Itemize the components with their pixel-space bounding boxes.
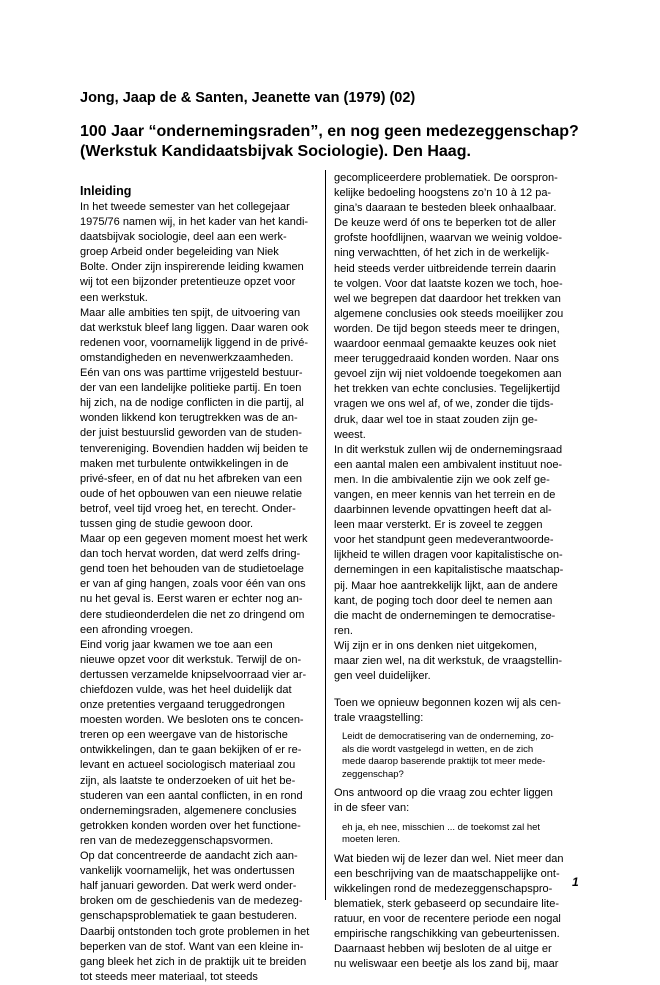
text-line: levant en actueel sociologisch materiaal zou — [80, 759, 296, 772]
text-line: meer teruggedraaid konden worden. Naar ons — [334, 353, 560, 366]
right-column — [334, 171, 596, 972]
text-line: men. In die ambivalentie zijn we ook zelf ge- — [334, 473, 550, 486]
text-line: dan toch hervat worden, dat werd zelfs dring- — [80, 548, 301, 561]
text-line: ren van de medezeggenschapsvormen. — [80, 834, 274, 847]
text-line: heid steeds verder uitbreidende terrein daarin — [334, 262, 556, 275]
text-line: moesten worden. We besloten ons te concen- — [80, 714, 304, 727]
text-line: gevoel zijn wij niet voldoende toegekomen aan — [334, 368, 562, 381]
text-line: hij zich, na de nodige conflicten in die partij, al — [80, 397, 304, 410]
left-column — [80, 200, 318, 985]
text-line: waardoor eenmaal gemaakte keuzes ook niet — [334, 338, 556, 351]
text-line: ning verwachtten, óf het zich in de werkelijk- — [334, 247, 550, 260]
text-line: empirische rangschikking van gebeurtenissen. — [334, 928, 560, 941]
text-line: onze pretenties vergaand teruggedrongen — [80, 699, 285, 712]
text-line: lijkheid te willen dragen voor kapitalistische on- — [334, 549, 563, 562]
text-line: gen veel duidelijker. — [334, 670, 431, 683]
text-line: omstandigheden en nevenwerkzaamheden. — [80, 351, 294, 364]
text-line: ontwikkelingen, dan te gaan bekijken of er re- — [80, 744, 302, 757]
text-line: leen maar versterkt. Er is zoveel te zeggen — [334, 519, 543, 532]
text-line: Wat bieden wij de lezer dan wel. Niet meer dan — [334, 852, 564, 865]
title-line: (Werkstuk Kandidaatsbijvak Sociologie). Den Haag. — [80, 143, 471, 160]
quote-line: moeten leren. — [342, 834, 401, 846]
text-line: tussen ging de studie gewoon door. — [80, 517, 254, 530]
text-line: privé-sfeer, en of dat nu het afbreken van een — [80, 472, 302, 485]
text-line: der van een landelijke politieke partij. En toen — [80, 382, 302, 395]
text-line: redenen voor, voornamelijk liggend in de privé- — [80, 336, 309, 349]
text-line: vragen we ons wel af, of we, zonder die tijds- — [334, 398, 554, 411]
text-line: Maar op een gegeven moment moest het werk — [80, 533, 308, 546]
text-line: der juist bestuurslid geworden van de studen- — [80, 427, 302, 440]
text-line: groep Arbeid onder begeleiding van Niek — [80, 246, 279, 259]
text-line: Eén van ons was parttime vrijgesteld bestuur- — [80, 367, 303, 380]
text-line: vankelijk voornamelijk, het was ondertussen — [80, 865, 295, 878]
column-divider — [325, 170, 326, 900]
text-line: betrof, veel tijd vroeg het, en terecht. Onder- — [80, 502, 296, 515]
text-line: blematiek, sterk gebaseerd op secundaire lite- — [334, 897, 560, 910]
text-line: een werkstuk. — [80, 291, 148, 304]
text-line: genschapsproblematiek te gaan bestuderen. — [80, 910, 298, 923]
text-line: getrokken konden worden over het functione- — [80, 819, 301, 832]
text-line: te volgen. Voor dat laatste kozen we toch, hoe- — [334, 277, 563, 290]
text-line: oude of het opbouwen van een nieuwe relatie — [80, 487, 303, 500]
text-line: kelijke bedoeling hoogstens zo’n 10 à 12 pa- — [334, 187, 552, 200]
text-line: In dit werkstuk zullen wij de ondernemingsraad — [334, 443, 563, 456]
text-line: studeren van een aantal conflicten, in en rond — [80, 789, 303, 802]
text-line: 1975/76 namen wij, in het kader van het kandi- — [80, 216, 309, 229]
text-line: nu het geval is. Eerst waren er echter nog an- — [80, 593, 303, 606]
text-line: weest. — [334, 428, 366, 441]
text-line: Op dat concentreerde de aandacht zich aan- — [80, 850, 298, 863]
text-line: kant, de poging toch door deel te nemen aan — [334, 594, 553, 607]
text-line: broken om de geschiedenis van de medezeg- — [80, 895, 303, 908]
text-line: het trekken van echte conclusies. Tegelijkertijd — [334, 383, 561, 396]
text-line: in de sfeer van: — [334, 802, 410, 815]
title-line: 100 Jaar “ondernemingsraden”, en nog geen medezeggenschap? — [80, 123, 579, 140]
text-line: half januari geworden. Dat werk werd onder- — [80, 880, 297, 893]
text-line: treren op een weergave van de historische — [80, 729, 288, 742]
text-line: een beschrijving van de maatschappelijke ont- — [334, 867, 560, 880]
text-line: algemene conclusies ook steeds moeilijker zou — [334, 307, 564, 320]
text-line: De keuze werd óf ons te beperken tot de aller — [334, 217, 556, 230]
text-line: druk, daar wel toe in staat zouden zijn ge- — [334, 413, 538, 426]
quote-line: als die wordt vastgelegd in wetten, en de zich — [342, 743, 534, 755]
text-line: nu weliswaar een beetje als los zand bij, maar — [334, 958, 559, 971]
text-line: ren. — [334, 624, 353, 637]
text-line: dat werkstuk bleef lang liggen. Daar waren ook — [80, 321, 309, 334]
text-line: pij. Maar hoe aantrekkelijk lijkt, aan de andere — [334, 579, 558, 592]
text-line: wij tot een bijzonder pretentieuze opzet voor — [80, 276, 296, 289]
text-line: wikkelingen rond de medezeggenschapspro- — [334, 882, 553, 895]
paragraph-spacer — [334, 684, 596, 696]
text-line: dertussen verzamelde knipselvoorraad vier ar- — [80, 668, 307, 681]
text-line: ratuur, en voor de recentere periode een nogal — [334, 912, 561, 925]
text-line: voor het standpunt geen medeverantwoorde- — [334, 534, 554, 547]
text-line: grofste hoofdlijnen, waarvan we weinig voldoe- — [334, 232, 563, 245]
text-line: nieuwe opzet voor dit werkstuk. Terwijl de on- — [80, 653, 302, 666]
quote-line: Leidt de democratisering van de onderneming, zo- — [342, 731, 554, 743]
document-title — [80, 122, 600, 162]
text-line: een aantal malen een ambivalent instituut noe- — [334, 458, 563, 471]
text-line: wonden likkend kon terugtrekken was de an- — [80, 412, 298, 425]
text-line: gecompliceerdere problematiek. De oorspron- — [334, 172, 558, 184]
text-line: In het tweede semester van het collegejaar — [80, 201, 290, 213]
text-line: Ons antwoord op die vraag zou echter liggen — [334, 787, 553, 800]
text-line: er van af ging hangen, zoals voor één van ons — [80, 578, 306, 591]
text-line: ondernemingsraden, algemenere conclusies — [80, 804, 297, 817]
text-line: trale vraagstelling: — [334, 712, 424, 725]
text-line: gang bleek het zich in de praktijk uit te breiden — [80, 955, 307, 968]
text-line: daarbinnen levende opvattingen heeft dat al- — [334, 504, 552, 517]
text-line: gend toen het behouden van de studietoelage — [80, 563, 304, 576]
text-line: wel we begrepen dat daardoor het trekken van — [334, 292, 561, 305]
text-line: worden. De tijd begon steeds meer te dringen, — [334, 322, 560, 335]
text-line: tot steeds meer materiaal, tot steeds — [80, 970, 258, 983]
reference-line: Jong, Jaap de & Santen, Jeanette van (1979) (02) — [80, 90, 416, 106]
text-line: daatsbijvak sociologie, deel aan een werk- — [80, 231, 287, 244]
text-line: Eind vorig jaar kwamen we toe aan een — [80, 638, 273, 651]
page-number: 1 — [572, 875, 579, 889]
text-line: die macht de ondernemingen te democratise- — [334, 609, 556, 622]
text-line: dere studieonderdelen die net zo dringend om — [80, 608, 305, 621]
text-line: gina’s daaraan te besteden bleek onhaalbaar. — [334, 202, 557, 215]
section-heading: Inleiding — [80, 184, 132, 198]
text-line: tenvereniging. Bovendien hadden wij beiden te — [80, 442, 309, 455]
text-line: Daarnaast hebben wij besloten de al uitge er — [334, 943, 552, 956]
text-line: maar zien wel, na dit werkstuk, de vraagstellin- — [334, 655, 563, 667]
text-line: zijn, als laatste te onderzoeken of uit het be- — [80, 774, 296, 787]
quote-line: eh ja, eh nee, misschien ... de toekomst zal het — [342, 821, 541, 833]
text-line: een afronding vroegen. — [80, 623, 194, 636]
text-line: Maar alle ambities ten spijt, de uitvoering van — [80, 306, 301, 319]
text-line: Toen we opnieuw begonnen kozen wij als cen- — [334, 697, 561, 710]
text-line: chiefdozen vulde, was het heel duidelijk dat — [80, 684, 292, 696]
quote-line: zeggenschap? — [342, 768, 404, 780]
text-line: vangen, en meer kennis van het terrein en de — [334, 488, 556, 501]
text-line: Wij zijn er in ons denken niet uitgekomen, — [334, 639, 537, 652]
text-line: beperken van de stof. Want van een kleine in- — [80, 940, 304, 953]
text-line: dernemingen in een kapitalistische maatschap- — [334, 564, 564, 577]
text-line: Bolte. Onder zijn inspirerende leiding kwamen — [80, 261, 304, 274]
text-line: maken met turbulente ontwikkelingen in de — [80, 457, 289, 470]
quote-line: mede daarop baserende praktijk tot meer mede- — [342, 756, 546, 768]
text-line: Daarbij ontstonden toch grote problemen in het — [80, 925, 310, 938]
